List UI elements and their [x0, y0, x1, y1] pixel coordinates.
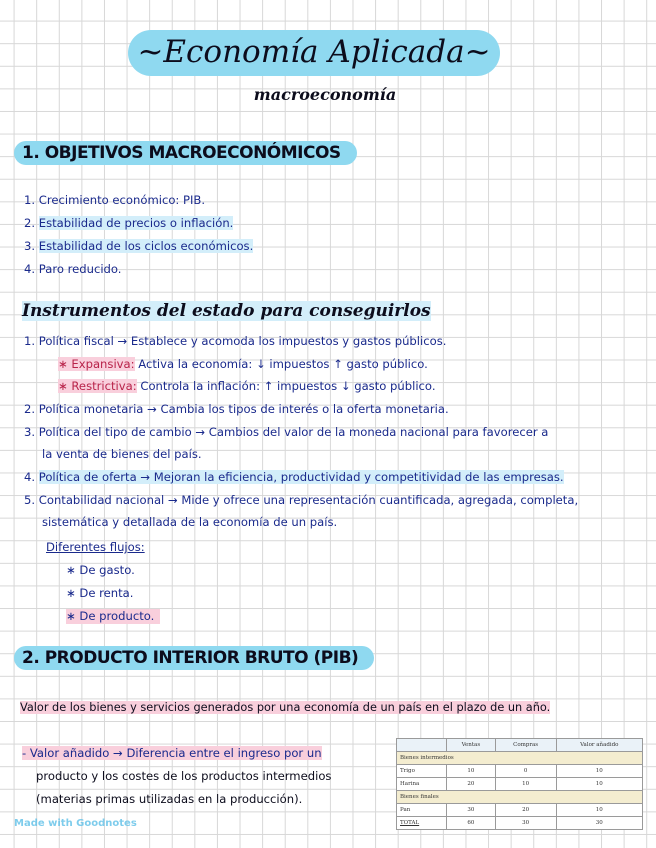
valor-anadido-line-3: (materias primas utilizadas en la producción).	[36, 792, 303, 806]
valor-anadido-line-1: - Valor añadido → Diferencia entre el ingreso por un	[22, 746, 322, 760]
flujo-item-2: ∗ De renta.	[66, 586, 134, 600]
item-number: 2.	[24, 216, 36, 230]
table-row: Pan 30 20 10	[397, 804, 643, 817]
policy-item-5-cont: sistemática y detallada de la economía de un país.	[42, 515, 338, 529]
policy-item-3-cont: la venta de bienes del país.	[42, 447, 202, 461]
section-heading-pib: 2. PRODUCTO INTERIOR BRUTO (PIB)	[14, 646, 374, 670]
goodnotes-watermark: Made with Goodnotes	[14, 818, 137, 829]
valor-anadido-line-2: producto y los costes de los productos intermedios	[36, 769, 332, 783]
item-number: 1.	[24, 193, 36, 207]
item-number: 4.	[24, 262, 36, 276]
item-text: Estabilidad de precios o inflación.	[38, 216, 234, 230]
policy-restrictiva: ∗ Restrictiva: Controla la inflación: ↑ impuestos ↓ gasto público.	[58, 379, 436, 393]
table-group-row: Bienes finales	[397, 791, 643, 804]
instruments-heading: Instrumentos del estado para conseguirlos	[22, 301, 431, 321]
table-header-cell	[397, 739, 447, 752]
flujos-heading: Diferentes flujos:	[46, 540, 145, 554]
page-subtitle: macroeconomía	[253, 85, 397, 104]
table-header-cell: Valor añadido	[556, 739, 642, 752]
policy-item-2: 2. Política monetaria → Cambia los tipos de interés o la oferta monetaria.	[24, 402, 449, 416]
flujo-item-3: ∗ De producto.	[66, 609, 160, 624]
pib-definition: Valor de los bienes y servicios generados por una economía de un país en el plazo de un año.	[20, 701, 551, 714]
table-header-row	[397, 739, 643, 752]
item-text: Paro reducido.	[38, 262, 122, 276]
table-group-row: Bienes intermedios	[397, 752, 643, 765]
objective-item-2	[24, 216, 233, 231]
table-header-cell: Ventas	[447, 739, 496, 752]
objective-item-1	[24, 193, 205, 208]
objective-item-3	[24, 239, 253, 254]
item-text: Crecimiento económico: PIB.	[38, 193, 206, 207]
flujo-item-1: ∗ De gasto.	[66, 563, 135, 577]
policy-item-3: 3. Política del tipo de cambio → Cambios del valor de la moneda nacional para favorecer a	[24, 425, 549, 439]
objective-item-4	[24, 262, 122, 277]
item-text: Estabilidad de los ciclos económicos.	[38, 239, 254, 253]
item-number: 3.	[24, 239, 36, 253]
policy-item-1: 1. Política fiscal → Establece y acomoda los impuestos y gastos públicos.	[24, 334, 447, 348]
policy-item-5: 5. Contabilidad nacional → Mide y ofrece una representación cuantificada, agregada, completa,	[24, 493, 579, 507]
table-row: Harina 20 10 10	[397, 778, 643, 791]
table-total-row: TOTAL 60 30 30	[397, 817, 643, 830]
table-header-cell: Compras	[495, 739, 556, 752]
valor-anadido-table	[396, 738, 643, 830]
table-row: Trigo 10 0 10	[397, 765, 643, 778]
section-heading-objetivos: 1. OBJETIVOS MACROECONÓMICOS	[14, 141, 357, 165]
page-title: ~Economía Aplicada~	[137, 34, 491, 70]
policy-item-4: 4. Política de oferta → Mejoran la eficiencia, productividad y competitividad de las empresas.	[24, 470, 564, 484]
policy-expansiva: ∗ Expansiva: Activa la economía: ↓ impuestos ↑ gasto público.	[58, 357, 428, 371]
